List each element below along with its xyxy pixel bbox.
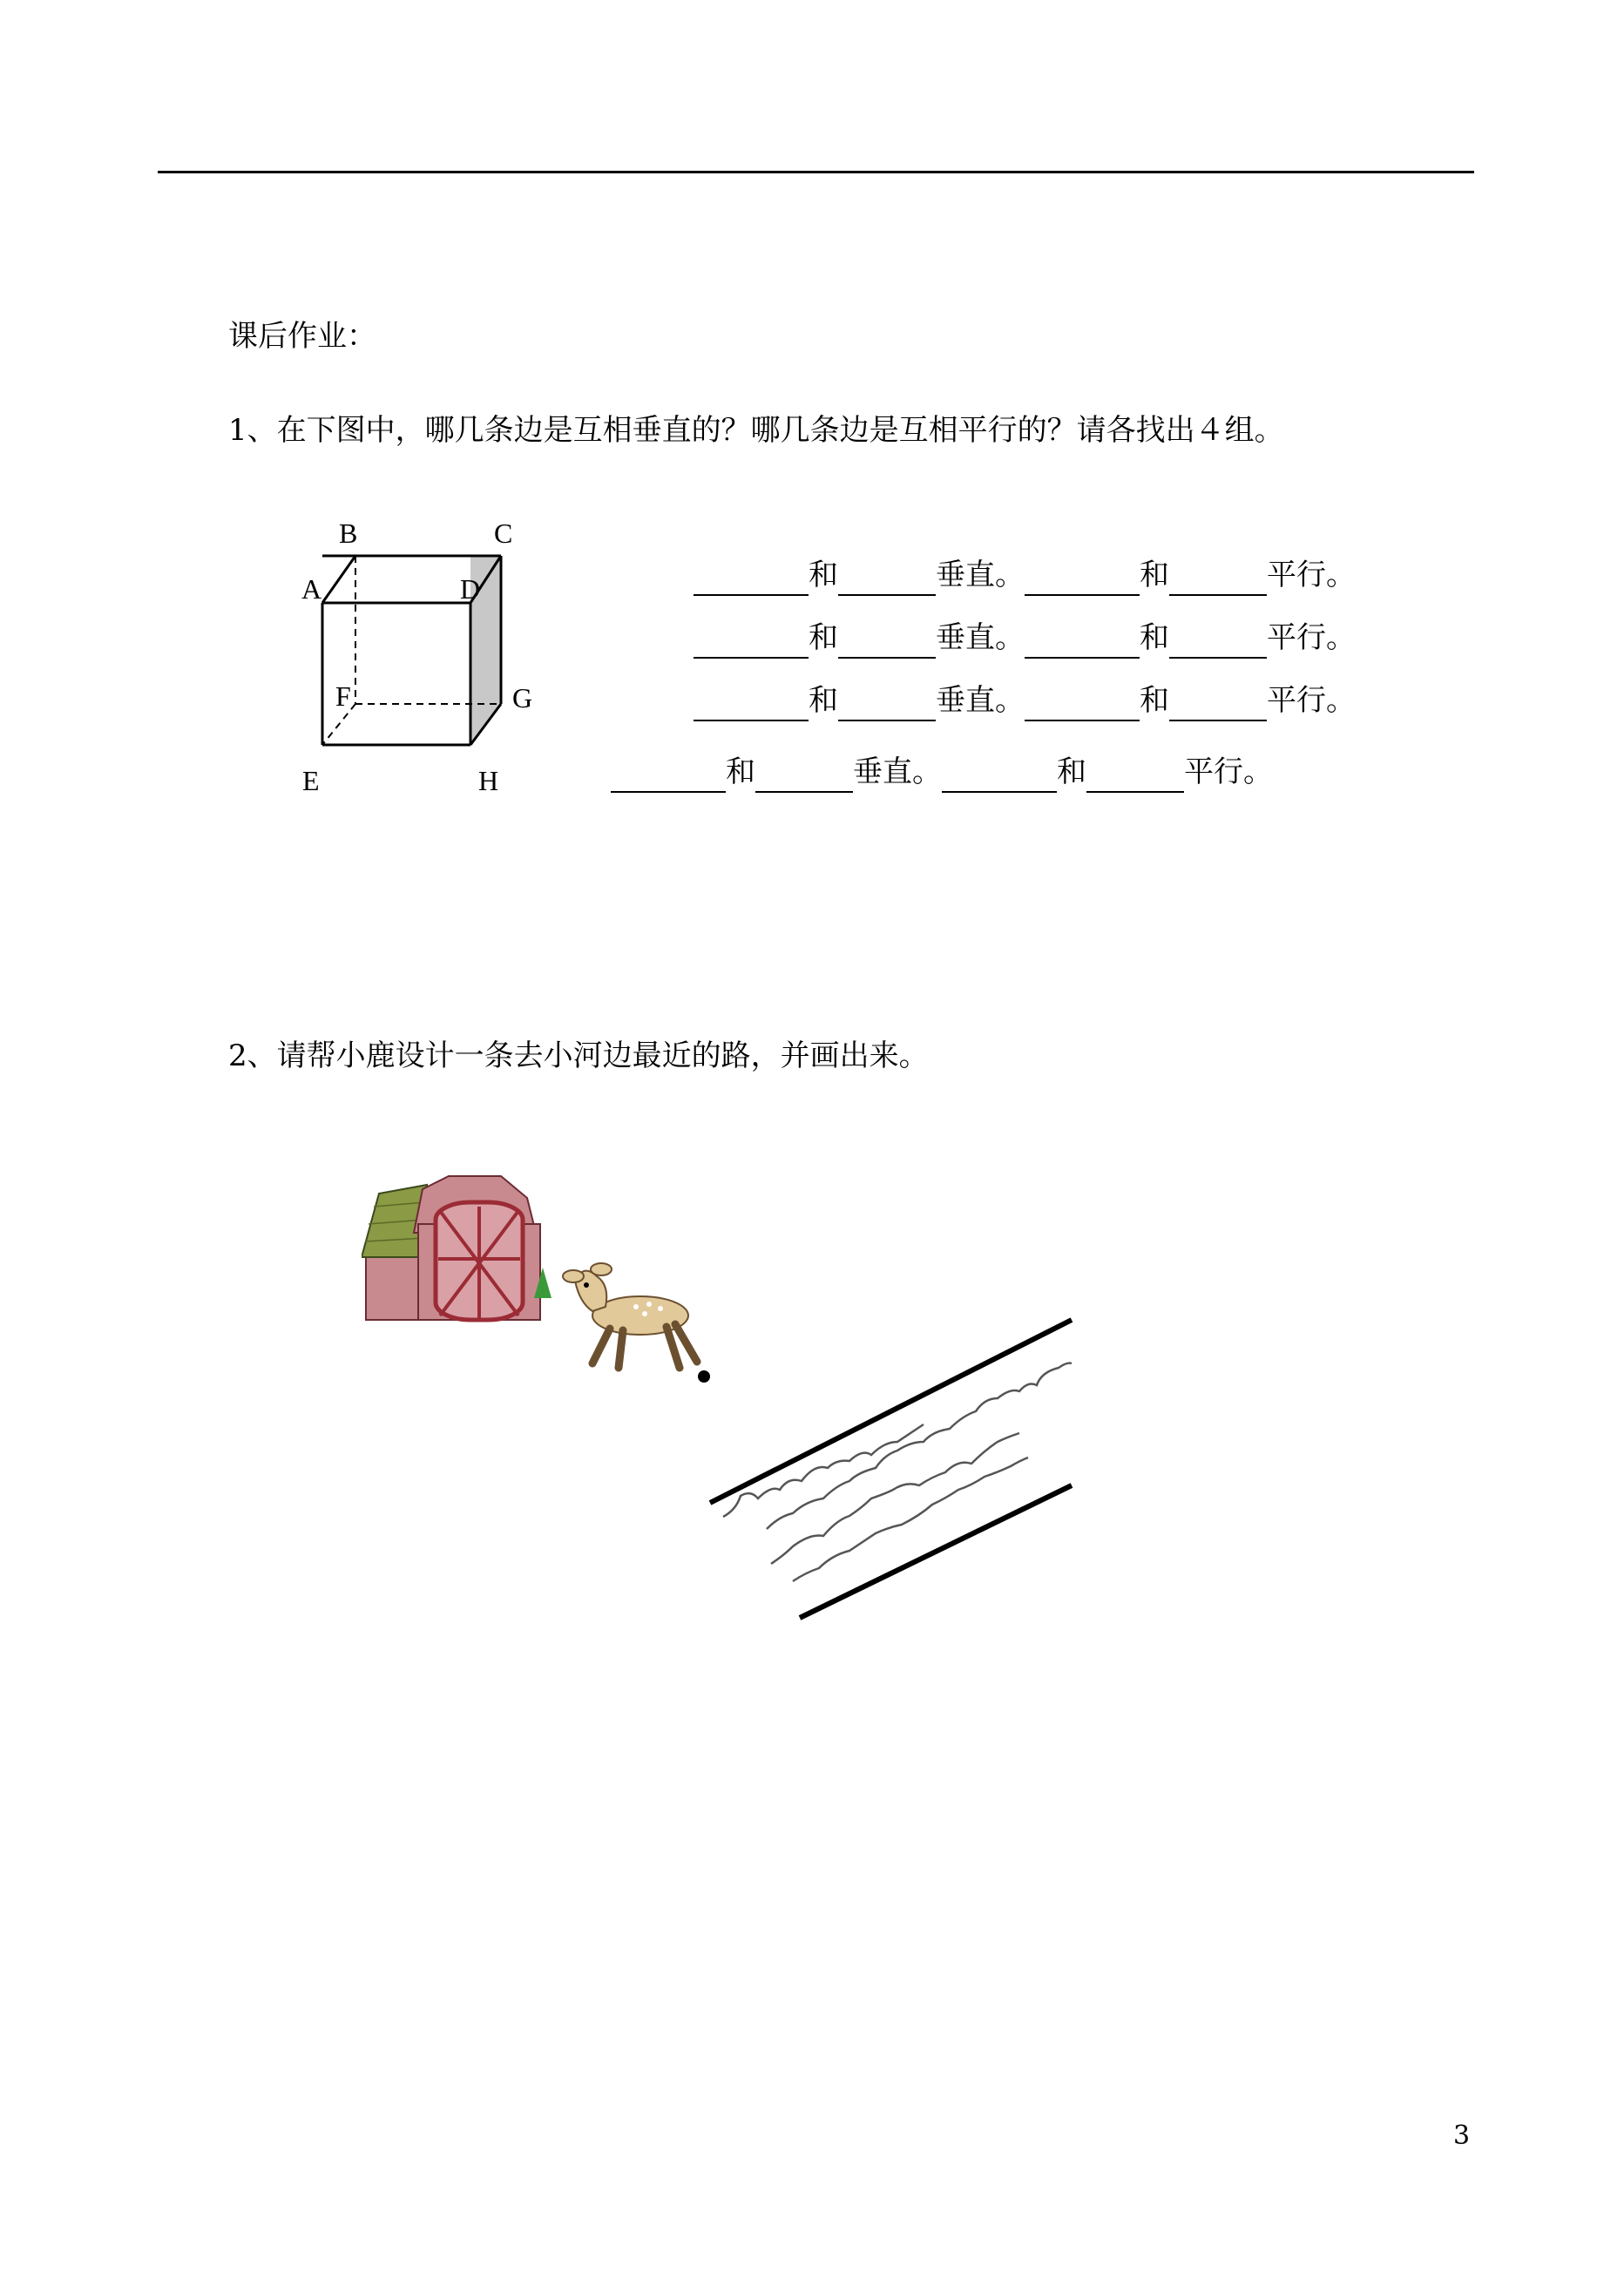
answer-blank[interactable] [838,687,936,721]
answer-row [694,680,1356,721]
question-2-text: 2、请帮小鹿设计一条去小河边最近的路，并画出来。 [228,1038,929,1073]
parallel-text: 平行。 [1267,620,1356,655]
question-1-text: 1、在下图中，哪几条边是互相垂直的？哪几条边是互相平行的？请各找出４组。 [228,413,1284,448]
perpendicular-text: 垂直。 [936,620,1025,655]
cube-diagram [288,510,540,797]
answer-blank[interactable] [755,758,853,793]
cube-label-E: E [302,765,320,796]
answer-blank[interactable] [838,561,936,596]
and-text: 和 [1140,558,1169,592]
river-bank-upper [710,1320,1072,1503]
cube-label-A: A [301,573,322,605]
answer-blank[interactable] [1086,758,1184,793]
answer-blank[interactable] [1025,624,1140,659]
answer-row [694,554,1356,596]
answer-row [611,751,1273,793]
and-text: 和 [1057,754,1086,789]
answer-blank[interactable] [694,561,809,596]
answer-blank[interactable] [1169,561,1267,596]
river-wave-2 [767,1363,1072,1529]
answer-row [694,617,1356,659]
river-bank-lower [800,1485,1072,1618]
cube-label-D: D [460,573,481,605]
cube-label-G: G [512,682,533,714]
barn-side-wall [366,1255,423,1320]
answer-blank[interactable] [1025,687,1140,721]
and-text: 和 [1140,620,1169,655]
cube-edge-A-B [322,556,355,603]
perpendicular-text: 垂直。 [936,558,1025,592]
river-wave-1 [723,1424,924,1517]
barn-illustration [362,1172,562,1329]
page-number: 3 [1453,2121,1471,2151]
fawn-illustration [558,1259,714,1376]
header-rule [158,171,1474,173]
answer-blank[interactable] [1169,624,1267,659]
and-text: 和 [809,620,838,655]
cube-label-H: H [478,765,499,796]
answer-blank[interactable] [694,687,809,721]
answer-blank[interactable] [942,758,1057,793]
answer-blank[interactable] [611,758,726,793]
parallel-text: 平行。 [1267,683,1356,718]
answer-blank[interactable] [1169,687,1267,721]
perpendicular-text: 垂直。 [853,754,942,789]
river-illustration [697,1311,1089,1625]
answer-blank[interactable] [694,624,809,659]
section-heading: 课后作业： [228,319,376,354]
parallel-text: 平行。 [1267,558,1356,592]
cube-label-C: C [494,517,513,549]
and-text: 和 [726,754,755,789]
and-text: 和 [1140,683,1169,718]
cube-label-B: B [339,517,358,549]
cube-label-F: F [335,680,351,712]
parallel-text: 平行。 [1184,754,1273,789]
answer-blank[interactable] [1025,561,1140,596]
and-text: 和 [809,683,838,718]
and-text: 和 [809,558,838,592]
answer-blank[interactable] [838,624,936,659]
perpendicular-text: 垂直。 [936,683,1025,718]
